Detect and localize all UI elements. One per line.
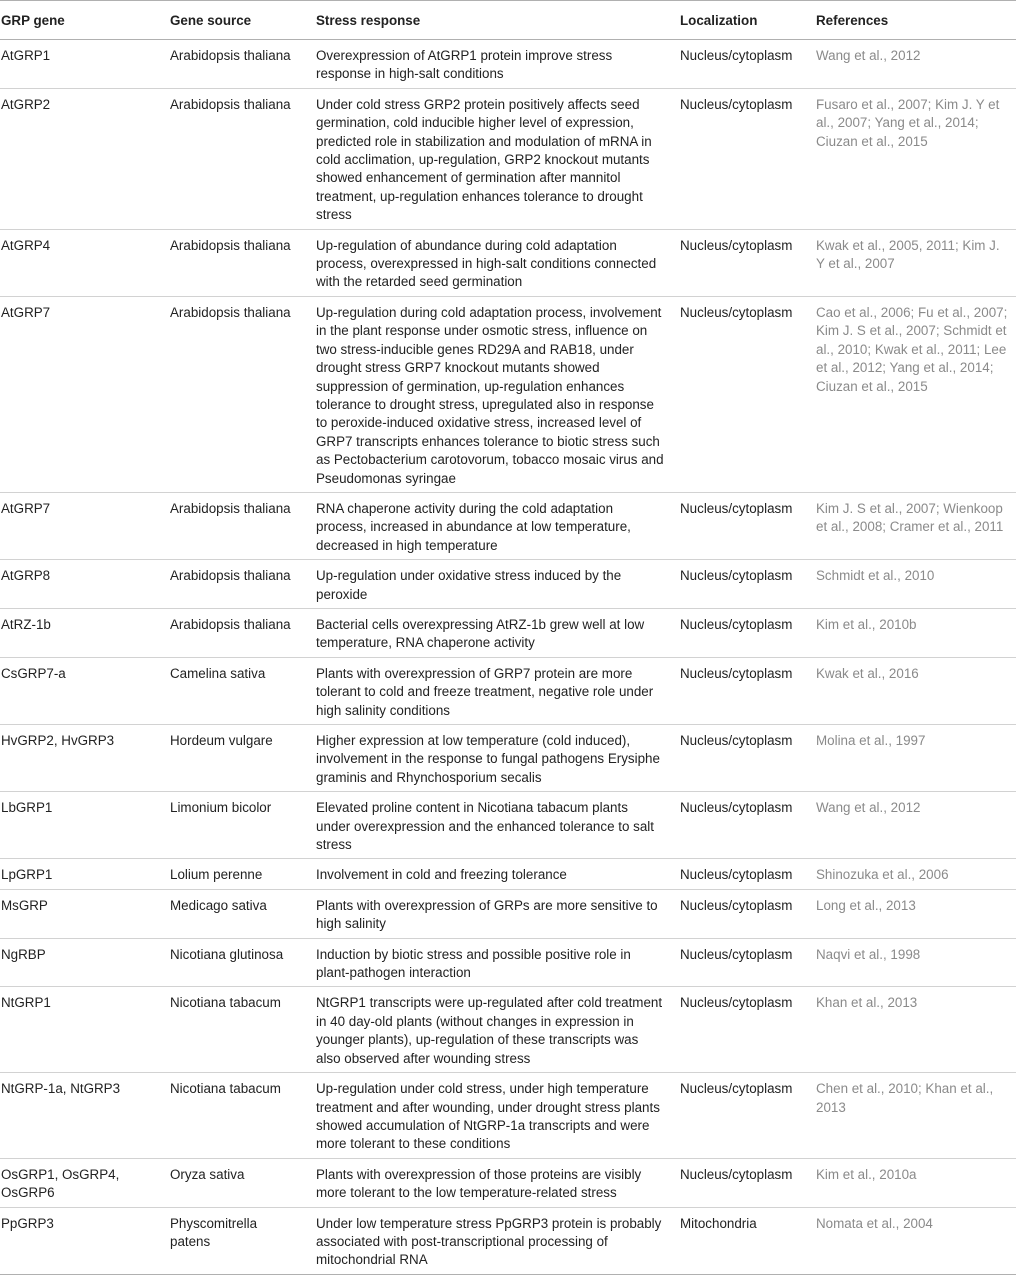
localization-cell: Nucleus/cytoplasm	[672, 560, 808, 609]
header-grp-gene: GRP gene	[0, 1, 162, 40]
header-gene-source: Gene source	[162, 1, 308, 40]
table-row	[0, 938, 1016, 987]
references-cell: Naqvi et al., 1998	[808, 938, 1016, 987]
gene-cell: AtGRP2	[0, 88, 162, 229]
response-cell: Under low temperature stress PpGRP3 protein is probably associated with post-transcriptional processing of mitochondrial RNA	[308, 1207, 672, 1274]
table-row	[0, 1158, 1016, 1207]
source-cell: Arabidopsis thaliana	[162, 608, 308, 657]
references-cell: Shinozuka et al., 2006	[808, 859, 1016, 889]
gene-cell: AtGRP1	[0, 40, 162, 89]
table-row	[0, 492, 1016, 559]
references-cell: Molina et al., 1997	[808, 725, 1016, 792]
source-cell: Nicotiana tabacum	[162, 987, 308, 1073]
table-row	[0, 1207, 1016, 1274]
table-row	[0, 987, 1016, 1073]
gene-cell: AtGRP7	[0, 296, 162, 492]
table-row	[0, 608, 1016, 657]
localization-cell: Nucleus/cytoplasm	[672, 792, 808, 859]
localization-cell: Nucleus/cytoplasm	[672, 889, 808, 938]
source-cell: Nicotiana tabacum	[162, 1073, 308, 1159]
header-stress-response: Stress response	[308, 1, 672, 40]
gene-cell: LbGRP1	[0, 792, 162, 859]
gene-cell: AtGRP7	[0, 492, 162, 559]
header-row	[0, 1, 1016, 40]
localization-cell: Nucleus/cytoplasm	[672, 1073, 808, 1159]
response-cell: RNA chaperone activity during the cold adaptation process, increased in abundance at low temperature, decreased in high temperature	[308, 492, 672, 559]
table-row	[0, 657, 1016, 724]
response-cell: Overexpression of AtGRP1 protein improve stress response in high-salt conditions	[308, 40, 672, 89]
localization-cell: Nucleus/cytoplasm	[672, 938, 808, 987]
gene-cell: AtGRP4	[0, 229, 162, 296]
table-row	[0, 88, 1016, 229]
source-cell: Arabidopsis thaliana	[162, 229, 308, 296]
references-cell: Wang et al., 2012	[808, 40, 1016, 89]
response-cell: Up-regulation of abundance during cold adaptation process, overexpressed in high-salt conditions connected with the retarded seed germination	[308, 229, 672, 296]
gene-cell: AtRZ-1b	[0, 608, 162, 657]
references-cell: Khan et al., 2013	[808, 987, 1016, 1073]
source-cell: Hordeum vulgare	[162, 725, 308, 792]
localization-cell: Nucleus/cytoplasm	[672, 859, 808, 889]
references-cell: Schmidt et al., 2010	[808, 560, 1016, 609]
source-cell: Medicago sativa	[162, 889, 308, 938]
localization-cell: Nucleus/cytoplasm	[672, 88, 808, 229]
gene-cell: AtGRP8	[0, 560, 162, 609]
source-cell: Arabidopsis thaliana	[162, 560, 308, 609]
table-body	[0, 40, 1016, 1275]
response-cell: Elevated proline content in Nicotiana tabacum plants under overexpression and the enhanced tolerance to salt stress	[308, 792, 672, 859]
source-cell: Lolium perenne	[162, 859, 308, 889]
source-cell: Physcomitrella patens	[162, 1207, 308, 1274]
table-row	[0, 889, 1016, 938]
table-row	[0, 1073, 1016, 1159]
gene-cell: LpGRP1	[0, 859, 162, 889]
response-cell: Up-regulation during cold adaptation process, involvement in the plant response under osmotic stress, influence on two stress-inducible genes RD29A and RAB18, under drought stress GRP7 knockout mutants showed suppression of germination, up-regulation enhances tolerance to drought stress, upregulated also in response to peroxide-induced oxidative stress, increased level of GRP7 transcripts enhances tolerance to biotic stress such as Pectobacterium carotovorum, tobacco mosaic virus and Pseudomonas syringae	[308, 296, 672, 492]
response-cell: Plants with overexpression of GRPs are more sensitive to high salinity	[308, 889, 672, 938]
table-row	[0, 229, 1016, 296]
references-cell: Wang et al., 2012	[808, 792, 1016, 859]
source-cell: Limonium bicolor	[162, 792, 308, 859]
table-header	[0, 1, 1016, 40]
localization-cell: Nucleus/cytoplasm	[672, 229, 808, 296]
source-cell: Camelina sativa	[162, 657, 308, 724]
source-cell: Arabidopsis thaliana	[162, 492, 308, 559]
references-cell: Kwak et al., 2016	[808, 657, 1016, 724]
gene-cell: MsGRP	[0, 889, 162, 938]
table-row	[0, 859, 1016, 889]
localization-cell: Nucleus/cytoplasm	[672, 492, 808, 559]
localization-cell: Mitochondria	[672, 1207, 808, 1274]
response-cell: NtGRP1 transcripts were up-regulated after cold treatment in 40 day-old plants (without changes in expression in younger plants), up-regulation of these transcripts was also observed after wounding stress	[308, 987, 672, 1073]
references-cell: Nomata et al., 2004	[808, 1207, 1016, 1274]
gene-cell: NgRBP	[0, 938, 162, 987]
references-cell: Kwak et al., 2005, 2011; Kim J. Y et al., 2007	[808, 229, 1016, 296]
source-cell: Arabidopsis thaliana	[162, 88, 308, 229]
source-cell: Oryza sativa	[162, 1158, 308, 1207]
source-cell: Arabidopsis thaliana	[162, 296, 308, 492]
localization-cell: Nucleus/cytoplasm	[672, 296, 808, 492]
gene-cell: CsGRP7-a	[0, 657, 162, 724]
references-cell: Long et al., 2013	[808, 889, 1016, 938]
references-cell: Cao et al., 2006; Fu et al., 2007; Kim J. S et al., 2007; Schmidt et al., 2010; Kwak et al., 2011; Lee et al., 2012; Yang et al., 2014; Ciuzan et al., 2015	[808, 296, 1016, 492]
references-cell: Kim et al., 2010a	[808, 1158, 1016, 1207]
localization-cell: Nucleus/cytoplasm	[672, 608, 808, 657]
response-cell: Up-regulation under cold stress, under high temperature treatment and after wounding, under drought stress plants showed accumulation of NtGRP-1a transcripts and were more tolerant to these conditions	[308, 1073, 672, 1159]
response-cell: Involvement in cold and freezing tolerance	[308, 859, 672, 889]
response-cell: Induction by biotic stress and possible positive role in plant-pathogen interaction	[308, 938, 672, 987]
response-cell: Bacterial cells overexpressing AtRZ-1b grew well at low temperature, RNA chaperone activity	[308, 608, 672, 657]
references-cell: Chen et al., 2010; Khan et al., 2013	[808, 1073, 1016, 1159]
gene-cell: HvGRP2, HvGRP3	[0, 725, 162, 792]
response-cell: Higher expression at low temperature (cold induced), involvement in the response to fungal pathogens Erysiphe graminis and Rhynchosporium secalis	[308, 725, 672, 792]
localization-cell: Nucleus/cytoplasm	[672, 987, 808, 1073]
localization-cell: Nucleus/cytoplasm	[672, 40, 808, 89]
header-references: References	[808, 1, 1016, 40]
response-cell: Plants with overexpression of GRP7 protein are more tolerant to cold and freeze treatment, negative role under high salinity conditions	[308, 657, 672, 724]
gene-cell: OsGRP1, OsGRP4, OsGRP6	[0, 1158, 162, 1207]
gene-cell: NtGRP1	[0, 987, 162, 1073]
references-cell: Kim J. S et al., 2007; Wienkoop et al., 2008; Cramer et al., 2011	[808, 492, 1016, 559]
gene-cell: NtGRP-1a, NtGRP3	[0, 1073, 162, 1159]
header-localization: Localization	[672, 1, 808, 40]
references-cell: Kim et al., 2010b	[808, 608, 1016, 657]
source-cell: Nicotiana glutinosa	[162, 938, 308, 987]
localization-cell: Nucleus/cytoplasm	[672, 1158, 808, 1207]
references-cell: Fusaro et al., 2007; Kim J. Y et al., 2007; Yang et al., 2014; Ciuzan et al., 2015	[808, 88, 1016, 229]
table-row	[0, 792, 1016, 859]
table-row	[0, 296, 1016, 492]
source-cell: Arabidopsis thaliana	[162, 40, 308, 89]
response-cell: Up-regulation under oxidative stress induced by the peroxide	[308, 560, 672, 609]
response-cell: Plants with overexpression of those proteins are visibly more tolerant to the low temperature-related stress	[308, 1158, 672, 1207]
gene-cell: PpGRP3	[0, 1207, 162, 1274]
localization-cell: Nucleus/cytoplasm	[672, 725, 808, 792]
localization-cell: Nucleus/cytoplasm	[672, 657, 808, 724]
table-row	[0, 560, 1016, 609]
table-row	[0, 725, 1016, 792]
response-cell: Under cold stress GRP2 protein positively affects seed germination, cold inducible higher level of expression, predicted role in stabilization and modulation of mRNA in cold acclimation, up-regulation, GRP2 knockout mutants showed enhancement of germination after mannitol treatment, up-regulation enhances tolerance to drought stress	[308, 88, 672, 229]
table-row	[0, 40, 1016, 89]
